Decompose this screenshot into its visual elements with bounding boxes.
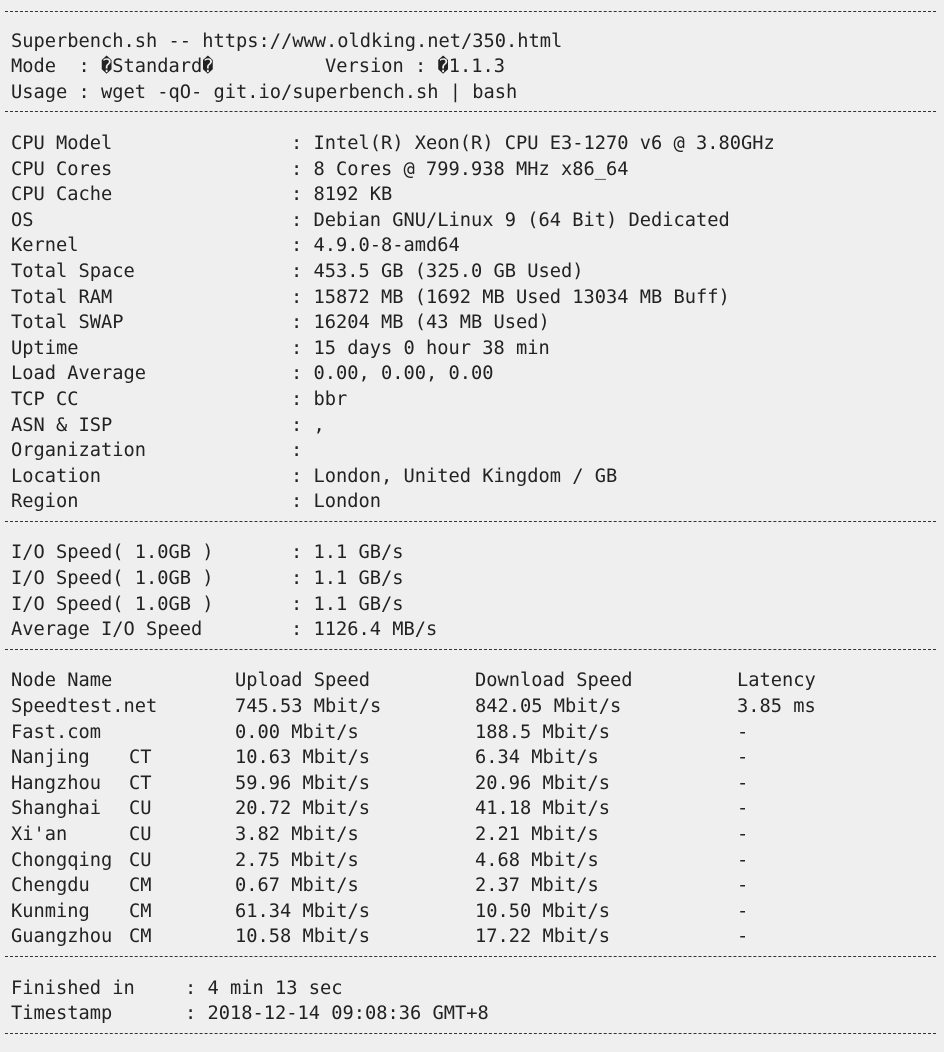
timestamp-label: Timestamp [11,1003,113,1025]
io-label: I/O Speed( 1.0GB ) [11,593,214,615]
download-speed-cell: 20.96 Mbit/s [475,772,611,794]
finished-value: : 4 min 13 sec [185,977,343,999]
upload-speed-cell: 61.34 Mbit/s [235,900,371,922]
header-download-speed: Download Speed [475,670,633,692]
node-city: Hangzhou [11,772,102,794]
info-value: : London [291,491,382,513]
info-row-organization [11,438,944,464]
version-value: �1.1.3 [437,56,506,78]
download-speed-cell: 842.05 Mbit/s [475,696,622,718]
upload-speed-cell: 0.00 Mbit/s [235,721,359,743]
speedtest-header-row [11,668,944,694]
node-name-cell [11,924,235,950]
info-label: OS [11,209,34,231]
io-row-average [11,617,944,643]
node-isp: CU [129,824,152,845]
info-row-uptime [11,336,944,362]
node-city: Chongqing [11,849,113,871]
download-speed-cell: 41.18 Mbit/s [475,798,611,820]
node-isp: CM [129,926,152,948]
speedtest-row [11,796,944,822]
download-speed-cell: 17.22 Mbit/s [475,926,611,948]
node-isp: CU [129,849,152,871]
io-label: I/O Speed( 1.0GB ) [11,542,214,564]
upload-speed-cell: 745.53 Mbit/s [235,696,382,718]
node-name-cell [11,822,235,848]
separator [11,3,944,29]
node-city: Shanghai [11,798,102,820]
info-label: TCP CC [11,388,79,410]
node-name-cell [11,873,235,899]
latency-cell: - [737,772,749,794]
info-label: Region [11,491,79,513]
upload-speed-cell: 3.82 Mbit/s [235,824,359,845]
io-row [11,592,944,618]
info-row-location [11,464,944,490]
info-row-region [11,489,944,515]
info-label: Location [11,465,102,487]
version-label: Version : [325,56,438,78]
mode-value: �Standard� [101,56,214,78]
latency-cell: - [737,926,749,948]
info-row-total-ram [11,285,944,311]
speedtest-row [11,924,944,950]
latency-cell: - [737,900,749,922]
finished-label: Finished in [11,977,135,999]
info-value: : 0.00, 0.00, 0.00 [291,363,494,385]
node-name-cell [11,720,235,746]
timestamp-line [11,1001,944,1027]
info-label: Total SWAP [11,312,124,334]
node-isp: CU [129,798,152,820]
speedtest-row [11,720,944,746]
speedtest-row [11,873,944,899]
io-value: : 1126.4 MB/s [291,619,438,641]
download-speed-cell: 6.34 Mbit/s [475,747,599,769]
node-name-cell [11,796,235,822]
header-upload-speed: Upload Speed [235,670,371,692]
info-label: Total RAM [11,286,113,308]
node-name-cell [11,771,235,797]
speedtest-row [11,694,944,720]
download-speed-cell: 2.21 Mbit/s [475,824,599,845]
upload-speed-cell: 2.75 Mbit/s [235,849,359,871]
upload-speed-cell: 10.58 Mbit/s [235,926,371,948]
info-value: : bbr [291,388,348,410]
node-city: Guangzhou [11,926,113,948]
speedtest-row [11,771,944,797]
usage-line: Usage : wget -qO- git.io/superbench.sh | bash [11,81,518,103]
speedtest-rows [11,694,944,950]
node-city: Speedtest.net [11,696,158,718]
latency-cell: - [737,875,749,897]
node-city: Fast.com [11,721,102,743]
io-row [11,566,944,592]
header-latency: Latency [737,670,816,692]
io-value: : 1.1 GB/s [291,593,404,615]
node-name-cell [11,694,235,720]
header-node-name: Node Name [11,670,113,692]
info-value: : 8192 KB [291,184,393,206]
info-label: CPU Cache [11,184,113,206]
separator [11,643,944,669]
node-name-cell [11,745,235,771]
latency-cell: - [737,849,749,871]
mode-label: Mode : [11,56,102,78]
io-row [11,540,944,566]
node-city: Nanjing [11,747,90,769]
node-city: Kunming [11,900,90,922]
info-value: : London, United Kingdom / GB [291,465,618,487]
info-value: : Debian GNU/Linux 9 (64 Bit) Dedicated [291,209,730,231]
latency-cell: - [737,798,749,820]
info-row-cpu-cores [11,157,944,183]
info-value: : 16204 MB (43 MB Used) [291,312,550,334]
speedtest-row [11,848,944,874]
info-label: Kernel [11,235,79,257]
speedtest-row [11,745,944,771]
info-value: : [291,440,303,462]
upload-speed-cell: 20.72 Mbit/s [235,798,371,820]
info-row-cpu-model [11,131,944,157]
io-value: : 1.1 GB/s [291,542,404,564]
info-label: Load Average [11,363,147,385]
info-value: : 8 Cores @ 799.938 MHz x86_64 [291,158,629,180]
io-value: : 1.1 GB/s [291,568,404,590]
download-speed-cell: 4.68 Mbit/s [475,849,599,871]
info-row-tcp-cc [11,387,944,413]
info-value: : , [291,414,325,436]
separator [11,515,944,541]
info-label: CPU Model [11,132,113,154]
io-label: Average I/O Speed [11,619,203,641]
title-line: Superbench.sh -- https://www.oldking.net/350.html [11,30,563,52]
info-label: Organization [11,440,147,462]
latency-cell: - [737,747,749,769]
node-isp: CT [129,747,152,769]
info-value: : 15 days 0 hour 38 min [291,337,550,359]
download-speed-cell: 2.37 Mbit/s [475,875,599,897]
mode-line [11,54,944,80]
separator [11,950,944,976]
node-city: Chengdu [11,875,90,897]
latency-cell: 3.85 ms [737,696,816,718]
info-row-total-space [11,259,944,285]
info-label: CPU Cores [11,158,113,180]
timestamp-value: : 2018-12-14 09:08:36 GMT+8 [185,1003,489,1025]
separator [11,105,944,131]
info-row-total-swap [11,310,944,336]
node-isp: CM [129,900,152,922]
speedtest-row [11,822,944,848]
node-city: Xi'an [11,824,68,845]
info-value: : 15872 MB (1692 MB Used 13034 MB Buff) [291,286,730,308]
info-value: : 4.9.0-8-amd64 [291,235,460,257]
upload-speed-cell: 0.67 Mbit/s [235,875,359,897]
info-row-load-average [11,361,944,387]
node-isp: CT [129,772,152,794]
info-row-asn-isp [11,413,944,439]
download-speed-cell: 188.5 Mbit/s [475,721,611,743]
latency-cell: - [737,824,749,845]
latency-cell: - [737,721,749,743]
node-isp: CM [129,875,152,897]
speedtest-row [11,899,944,925]
separator [11,1027,944,1052]
finished-line [11,976,944,1002]
node-name-cell [11,899,235,925]
info-row-os [11,208,944,234]
info-label: Total Space [11,260,135,282]
upload-speed-cell: 59.96 Mbit/s [235,772,371,794]
info-label: ASN & ISP [11,414,113,436]
download-speed-cell: 10.50 Mbit/s [475,900,611,922]
io-label: I/O Speed( 1.0GB ) [11,568,214,590]
info-row-kernel [11,233,944,259]
info-row-cpu-cache [11,182,944,208]
info-value: : 453.5 GB (325.0 GB Used) [291,260,584,282]
upload-speed-cell: 10.63 Mbit/s [235,747,371,769]
info-value: : Intel(R) Xeon(R) CPU E3-1270 v6 @ 3.80GHz [291,132,775,154]
node-name-cell [11,848,235,874]
info-label: Uptime [11,337,79,359]
